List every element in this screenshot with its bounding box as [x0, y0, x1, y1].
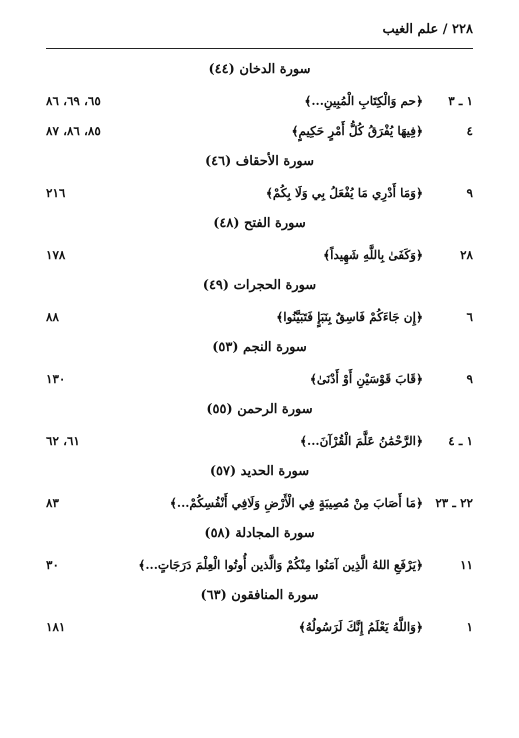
verse-number: ٢٢ ـ ٢٣ [435, 496, 473, 510]
verse-entry [46, 612, 473, 642]
surah-heading: سورة المجادلة (٥٨) [204, 526, 315, 541]
surah-heading: سورة الرحمن (٥٥) [206, 402, 313, 417]
verse-entry [46, 178, 473, 208]
page-references: ٢١٦ [46, 186, 66, 200]
surah-heading: سورة الحجرات (٤٩) [202, 278, 317, 293]
verse-number: ٦ [466, 310, 473, 324]
verse-number: ٤ [466, 124, 473, 138]
page-references: ٨٨ [46, 310, 59, 324]
verse-number: ١ [466, 620, 473, 634]
page-header: ٢٢٨ / علم الغيب [382, 22, 473, 37]
verse-text: ﴿وَمَا أَدْرِي مَا يُفْعَلُ بِي وَلَا بِكُمْ﴾ [265, 186, 423, 200]
verse-text: ﴿يَرْفَعِ اللهُ الَّذِين آمَنُوا مِنْكُمْ وَالَّذين أُوتُوا الْعِلْمَ دَرَجَاتٍ...﴾ [138, 558, 423, 572]
verse-number: ١١ [460, 558, 473, 572]
verse-text: ﴿الرَّحْمَٰنُ عَلَّمَ الْقُرْآنَ...﴾ [300, 434, 423, 448]
verse-entry [46, 550, 473, 580]
verse-text: ﴿حم وَالْكِتَابِ الْمُبِينِ...﴾ [304, 94, 423, 108]
verse-entry [46, 240, 473, 270]
verse-text: ﴿قَابَ قَوْسَيْنِ أَوْ أَدْنَىٰ﴾ [309, 372, 423, 386]
verse-number: ٢٨ [460, 248, 473, 262]
page-references: ١٨١ [46, 620, 66, 634]
header-divider [46, 48, 473, 49]
verse-entry [46, 302, 473, 332]
verse-text: ﴿فِيهَا يُفْرَقُ كُلُّ أَمْرٍ حَكِيمٍ﴾ [291, 124, 423, 138]
page-references: ٦١، ٦٢ [46, 434, 80, 448]
verse-entry [46, 364, 473, 394]
surah-heading: سورة الدخان (٤٤) [208, 62, 311, 77]
verse-number: ٩ [466, 186, 473, 200]
verse-text: ﴿مَا أَصَابَ مِنْ مُصِيبَةٍ فِي الْأَرْضِ وَلَافِي أَنْفُسِكُمْ...﴾ [169, 496, 423, 510]
page-references: ١٣٠ [46, 372, 66, 386]
verse-text: ﴿وَاللَّهُ يَعْلَمُ إِنَّكَ لَرَسُولُهُ﴾ [298, 620, 423, 634]
verse-number: ١ ـ ٤ [448, 434, 473, 448]
surah-heading: سورة الفتح (٤٨) [213, 216, 306, 231]
surah-heading: سورة الأحقاف (٤٦) [204, 154, 315, 169]
verse-index [46, 54, 473, 642]
page-references: ٨٣ [46, 496, 59, 510]
verse-number: ٩ [466, 372, 473, 386]
page-references: ٣٠ [46, 558, 59, 572]
surah-heading: سورة النجم (٥٣) [212, 340, 307, 355]
page-references: ٨٥، ٨٦، ٨٧ [46, 124, 101, 138]
verse-entry [46, 116, 473, 146]
page-references: ٦٥، ٦٩، ٨٦ [46, 94, 101, 108]
verse-text: ﴿إِن جَاءَكُمْ فَاسِقٌ بِنَبَإٍ فَتَبَيَّنُوا﴾ [276, 310, 423, 324]
page-references: ١٧٨ [46, 248, 66, 262]
verse-entry [46, 86, 473, 116]
verse-text: ﴿وَكَفَىٰ بِاللَّهِ شَهِيداً﴾ [323, 248, 423, 262]
surah-heading: سورة المنافقون (٦٣) [200, 588, 319, 603]
surah-heading: سورة الحديد (٥٧) [209, 464, 310, 479]
verse-entry [46, 488, 473, 518]
verse-number: ١ ـ ٣ [448, 94, 473, 108]
verse-entry [46, 426, 473, 456]
